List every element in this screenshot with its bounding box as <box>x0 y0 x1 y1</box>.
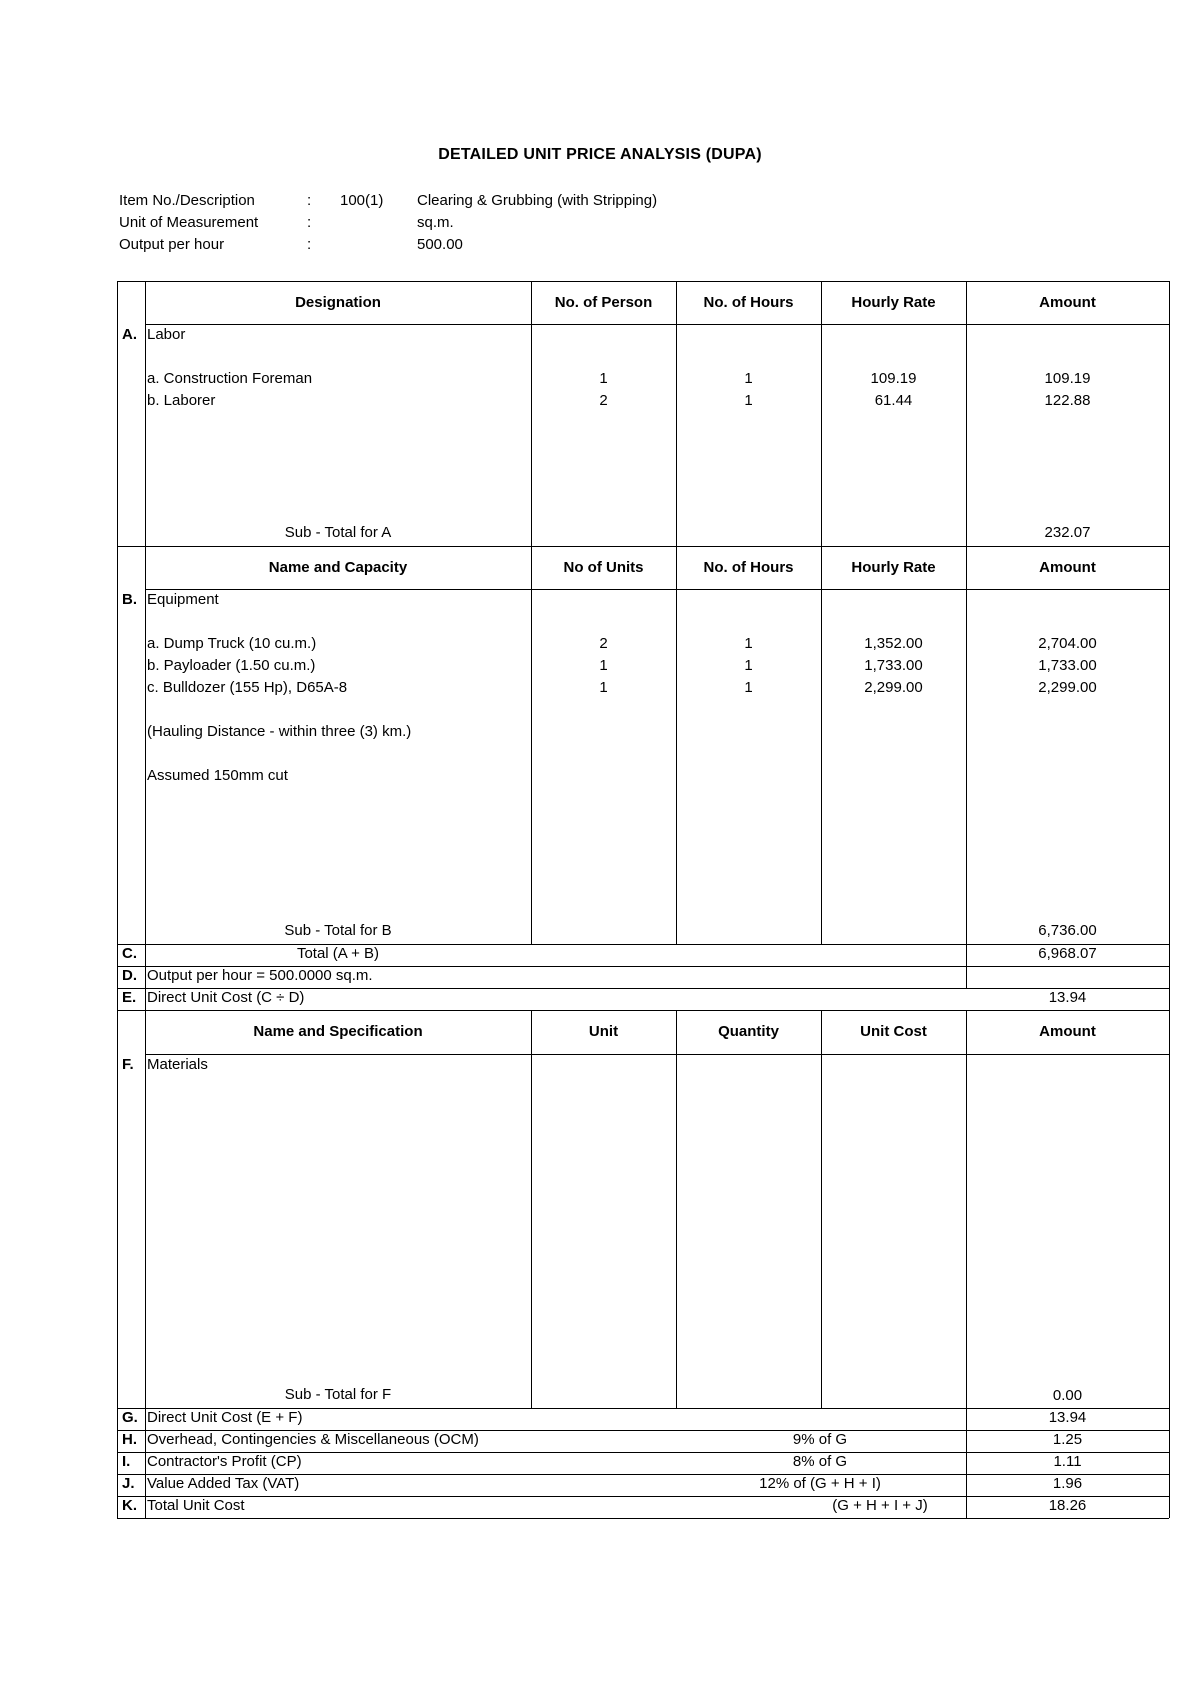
total-ab-label: Total (A + B) <box>296 945 380 962</box>
row-letter: E. <box>122 989 137 1006</box>
table-divider <box>145 589 1169 590</box>
output-per-hour-label: Output per hour = 500.0000 sq.m. <box>147 967 373 984</box>
col-header-amount: Amount <box>1039 1023 1096 1040</box>
col-header-amount: Amount <box>1039 559 1096 576</box>
labor-row-name: b. Laborer <box>147 392 216 409</box>
equipment-row-hours: 1 <box>744 657 753 674</box>
col-header-name-spec: Name and Specification <box>253 1023 423 1040</box>
equipment-row-qty: 1 <box>599 679 608 696</box>
direct-unit-cost-amount: 13.94 <box>1048 989 1087 1006</box>
col-header-unit: Unit <box>588 1023 619 1040</box>
profit-amount: 1.11 <box>1053 1453 1082 1470</box>
total-ab-amount: 6,968.07 <box>1038 945 1097 962</box>
ocm-amount: 1.25 <box>1052 1431 1083 1448</box>
row-letter: I. <box>122 1453 131 1470</box>
table-divider <box>117 1010 1169 1011</box>
profit-label: Contractor's Profit (CP) <box>147 1453 302 1470</box>
profit-percent: 8% of G <box>792 1453 848 1470</box>
row-letter: C. <box>122 945 137 962</box>
table-divider <box>145 281 146 1518</box>
section-letter: B. <box>122 591 137 608</box>
row-letter: K. <box>122 1497 137 1514</box>
section-title: Equipment <box>147 591 219 608</box>
unit-label: Unit of Measurement <box>119 214 259 231</box>
output-label: Output per hour <box>119 236 225 253</box>
direct-unit-cost-ef-label: Direct Unit Cost (E + F) <box>147 1409 303 1426</box>
item-number: 100(1) <box>340 192 384 209</box>
colon: : <box>307 214 312 231</box>
cut-note: Assumed 150mm cut <box>147 767 288 784</box>
vat-percent: 12% of (G + H + I) <box>759 1475 881 1492</box>
vat-amount: 1.96 <box>1052 1475 1083 1492</box>
table-divider <box>117 546 1169 547</box>
output-value: 500.00 <box>417 236 463 253</box>
equipment-row-amount: 1,733.00 <box>1038 657 1097 674</box>
row-letter: D. <box>122 967 137 984</box>
equipment-row-hours: 1 <box>744 635 753 652</box>
equipment-row-qty: 1 <box>599 657 608 674</box>
item-description: Clearing & Grubbing (with Stripping) <box>417 192 658 209</box>
equipment-row-name: c. Bulldozer (155 Hp), D65A-8 <box>147 679 348 696</box>
ocm-percent: 9% of G <box>792 1431 848 1448</box>
table-border <box>117 1518 1169 1519</box>
col-header-amount: Amount <box>1039 294 1096 311</box>
labor-row-rate: 61.44 <box>874 392 913 409</box>
total-unit-cost-formula: (G + H + I + J) <box>832 1497 928 1514</box>
colon: : <box>307 236 312 253</box>
col-header-name: Name and Capacity <box>268 559 408 576</box>
subtotal-label: Sub - Total for F <box>284 1386 392 1403</box>
section-letter: A. <box>122 326 137 343</box>
labor-row-hours: 1 <box>744 392 753 409</box>
unit-value: sq.m. <box>417 214 454 231</box>
subtotal-amount: 6,736.00 <box>1038 922 1097 939</box>
vat-label: Value Added Tax (VAT) <box>147 1475 300 1492</box>
direct-unit-cost-label: Direct Unit Cost (C ÷ D) <box>147 989 305 1006</box>
section-title: Labor <box>147 326 186 343</box>
colon: : <box>307 192 312 209</box>
labor-row-hours: 1 <box>744 370 753 387</box>
equipment-row-amount: 2,704.00 <box>1038 635 1097 652</box>
section-letter: F. <box>122 1056 134 1073</box>
table-divider <box>145 324 1169 325</box>
table-divider <box>145 1054 1169 1055</box>
table-border <box>117 281 1169 282</box>
col-header-persons: No. of Person <box>554 294 653 311</box>
table-divider <box>821 1010 822 1408</box>
labor-row-amount: 109.19 <box>1044 370 1091 387</box>
col-header-hours: No. of Hours <box>703 559 794 576</box>
col-header-hours: No. of Hours <box>703 294 794 311</box>
equipment-row-name: a. Dump Truck (10 cu.m.) <box>147 635 317 652</box>
page-title: DETAILED UNIT PRICE ANALYSIS (DUPA) <box>438 146 762 163</box>
subtotal-label: Sub - Total for A <box>284 524 392 541</box>
col-header-unit-cost: Unit Cost <box>860 1023 927 1040</box>
ocm-label: Overhead, Contingencies & Miscellaneous (OCM) <box>147 1431 479 1448</box>
item-label: Item No./Description <box>119 192 255 209</box>
row-letter: H. <box>122 1431 137 1448</box>
equipment-row-rate: 2,299.00 <box>864 679 923 696</box>
table-border <box>1169 281 1170 1518</box>
row-letter: J. <box>122 1475 135 1492</box>
col-header-rate: Hourly Rate <box>851 294 936 311</box>
table-divider <box>676 1010 677 1408</box>
labor-row-rate: 109.19 <box>870 370 917 387</box>
total-unit-cost-amount: 18.26 <box>1048 1497 1087 1514</box>
equipment-row-hours: 1 <box>744 679 753 696</box>
labor-row-name: a. Construction Foreman <box>147 370 313 387</box>
col-header-rate: Hourly Rate <box>851 559 936 576</box>
equipment-row-amount: 2,299.00 <box>1038 679 1097 696</box>
equipment-row-name: b. Payloader (1.50 cu.m.) <box>147 657 316 674</box>
row-letter: G. <box>122 1409 138 1426</box>
equipment-row-rate: 1,352.00 <box>864 635 923 652</box>
table-border <box>117 281 118 1518</box>
equipment-row-rate: 1,733.00 <box>864 657 923 674</box>
labor-row-amount: 122.88 <box>1044 392 1091 409</box>
total-unit-cost-label: Total Unit Cost <box>147 1497 245 1514</box>
labor-row-qty: 2 <box>599 392 608 409</box>
col-header-designation: Designation <box>295 294 381 311</box>
col-header-quantity: Quantity <box>718 1023 779 1040</box>
table-divider <box>531 1010 532 1408</box>
subtotal-amount: 232.07 <box>1044 524 1091 541</box>
direct-unit-cost-ef-amount: 13.94 <box>1048 1409 1087 1426</box>
labor-row-qty: 1 <box>599 370 608 387</box>
subtotal-amount: 0.00 <box>1052 1387 1083 1404</box>
section-title: Materials <box>147 1056 208 1073</box>
equipment-row-qty: 2 <box>599 635 608 652</box>
col-header-units: No of Units <box>563 559 644 576</box>
subtotal-label: Sub - Total for B <box>284 922 392 939</box>
hauling-note: (Hauling Distance - within three (3) km.) <box>147 723 412 740</box>
